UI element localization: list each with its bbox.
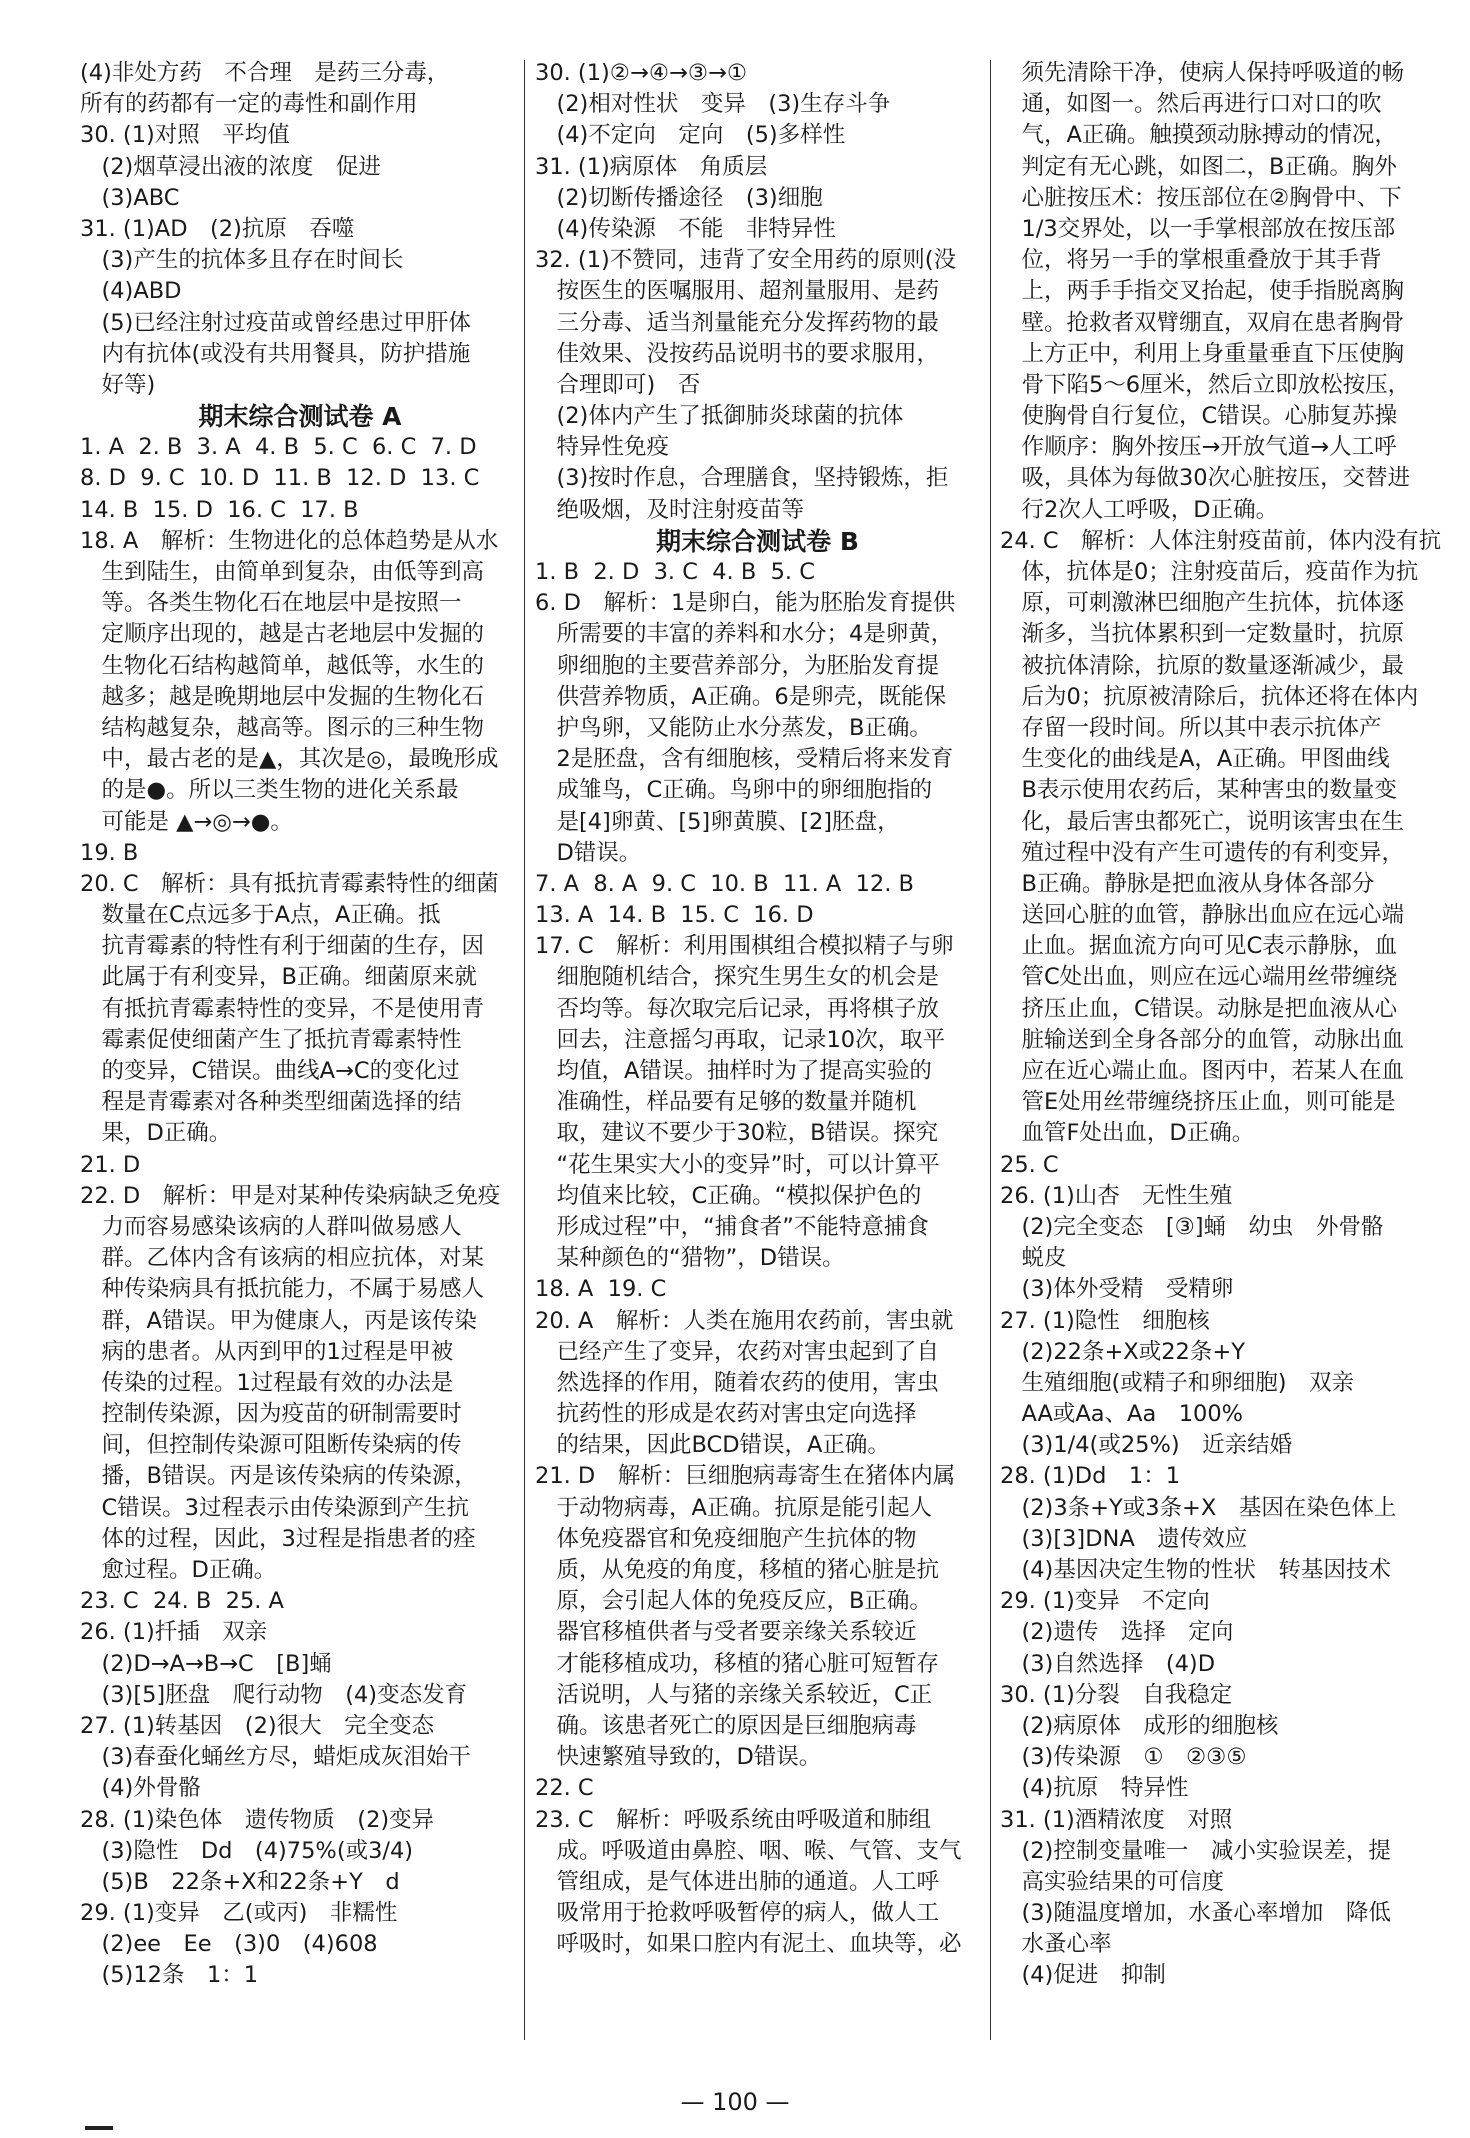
answer-line: 20. C 解析：具有抵抗青霉素特性的细菌 <box>80 870 499 897</box>
answer-line: 抗青霉素的特性有利于细菌的生存，因 <box>80 933 484 960</box>
answer-line: 高实验结果的可信度 <box>1000 1868 1224 1895</box>
answer-line: (5)12条 1：1 <box>80 1962 259 1989</box>
answer-line: 准确性，样品要有足够的数量并随机 <box>535 1089 917 1116</box>
answer-line: (3)1/4(或25%) 近亲结婚 <box>1000 1432 1293 1459</box>
answer-line: 行2次人工呼吸，D正确。 <box>1000 496 1279 523</box>
answer-line: 结构越复杂，越高等。图示的三种生物 <box>80 714 484 741</box>
answer-line: 已经产生了变异，农药对害虫起到了自 <box>535 1338 939 1365</box>
answer-line: 体免疫器官和免疫细胞产生抗体的物 <box>535 1525 917 1552</box>
answer-line: 体，抗体是0；注射疫苗后，疫苗作为抗 <box>1000 559 1419 585</box>
answer-line: 27. (1)转基因 (2)很大 完全变态 <box>80 1712 435 1739</box>
answer-line: (3)传染源 ① ②③⑤ <box>1000 1744 1247 1771</box>
answer-line: 数量在C点远多于A点，A正确。抵 <box>80 902 441 929</box>
answer-line: (2)22条+X或22条+Y <box>1000 1338 1245 1365</box>
answer-line: 愈过程。D正确。 <box>80 1557 277 1583</box>
answer-line: 8. D 9. C 10. D 11. B 12. D 13. C <box>80 465 480 492</box>
answer-line: 质，从免疫的角度，移植的猪心脏是抗 <box>535 1557 939 1583</box>
answer-line: AA或Aa、Aa 100% <box>1000 1401 1244 1428</box>
answer-line: (3)随温度增加，水蚤心率增加 降低 <box>1000 1900 1391 1927</box>
answer-line: 佳效果、没按药品说明书的要求服用， <box>535 340 939 367</box>
answer-line: (3)体外受精 受精卵 <box>1000 1276 1234 1303</box>
answer-line: 才能移植成功，移植的猪心脏可短暂存 <box>535 1650 939 1677</box>
answer-line: 确。该患者死亡的原因是巨细胞病毒 <box>535 1712 917 1739</box>
answer-line: 程是青霉素对各种类型细菌选择的结 <box>80 1089 462 1116</box>
answer-line: 殖过程中没有产生可遗传的有利变异， <box>1000 839 1404 866</box>
answer-line: 播，B错误。丙是该传染病的传染源， <box>80 1463 477 1490</box>
answer-line: 控制传染源，因为疫苗的研制需要时 <box>80 1401 462 1428</box>
answer-line: 管C处出血，则应在远心端用丝带缠绕 <box>1000 964 1398 991</box>
answer-line: 30. (1)对照 平均值 <box>80 122 290 149</box>
answer-line: 可能是 ▲→◎→●。 <box>80 808 293 835</box>
answer-line: C错误。3过程表示由传染源到产生抗 <box>80 1494 469 1521</box>
answer-line: (2)切断传播途径 (3)细胞 <box>535 184 823 211</box>
answer-line: D错误。 <box>535 839 642 866</box>
answer-line: 间，但控制传染源可阻断传染病的传 <box>80 1432 462 1459</box>
answer-line: 抗药性的形成是农药对害虫定向选择 <box>535 1401 917 1428</box>
answer-line: 蜕皮 <box>1000 1245 1067 1272</box>
answer-line: 18. A 解析：生物进化的总体趋势是从水 <box>80 527 499 554</box>
answer-column-3 <box>1000 58 1440 1992</box>
answer-line: 于动物病毒，A正确。抗原是能引起人 <box>535 1494 932 1521</box>
answer-line: 供营养物质，A正确。6是卵壳，既能保 <box>535 683 947 710</box>
answer-line: (4)非处方药 不合理 是药三分毒， <box>80 60 450 86</box>
answer-line: 26. (1)扦插 双亲 <box>80 1619 268 1646</box>
answer-line: 后为0；抗原被清除后，抗体还将在体内 <box>1000 683 1419 710</box>
answer-line: 成。呼吸道由鼻腔、咽、喉、气管、支气 <box>535 1837 962 1864</box>
answer-line: 1. B 2. D 3. C 4. B 5. C <box>535 559 815 585</box>
answer-line: (4)不定向 定向 (5)多样性 <box>535 122 846 149</box>
answer-line: (2)控制变量唯一 减小实验误差，提 <box>1000 1837 1391 1864</box>
answer-line: 器官移植供者与受者要亲缘关系较近 <box>535 1619 917 1646</box>
answer-line: 30. (1)②→④→③→① <box>535 60 748 86</box>
answer-line: 否均等。每次取完后记录，再将棋子放 <box>535 995 939 1022</box>
answer-line: 渐多，当抗体累积到一定数量时，抗原 <box>1000 621 1404 648</box>
answer-line: (3)[3]DNA 遗传效应 <box>1000 1525 1248 1552</box>
answer-line: 呼吸时，如果口腔内有泥土、血块等，必 <box>535 1931 962 1958</box>
answer-column-2 <box>535 58 980 1960</box>
answer-line: 31. (1)AD (2)抗原 吞噬 <box>80 215 355 242</box>
answer-line: 回去，注意摇匀再取，记录10次，取平 <box>535 1026 946 1053</box>
answer-line: 28. (1)Dd 1：1 <box>1000 1463 1181 1490</box>
answer-line: 20. A 解析：人类在施用农药前，害虫就 <box>535 1307 954 1334</box>
answer-line: (3)产生的抗体多且存在时间长 <box>80 247 404 274</box>
answer-line: 生殖细胞(或精子和卵细胞) 双亲 <box>1000 1369 1355 1396</box>
answer-line: 是[4]卵黄、[5]卵黄膜、[2]胚盘， <box>535 808 900 835</box>
answer-line: (4)ABD <box>80 278 182 305</box>
answer-line: 按医生的医嘱服用、超剂量服用、是药 <box>535 278 939 305</box>
answer-line: (3)自然选择 (4)D <box>1000 1650 1216 1677</box>
answer-line: (3)按时作息，合理膳食，坚持锻炼，拒 <box>535 465 949 492</box>
answer-line: “花生果实大小的变异”时，可以计算平 <box>535 1151 940 1178</box>
answer-line: 期末综合测试卷 B <box>656 526 859 556</box>
answer-line: 有抵抗青霉素特性的变异，不是使用青 <box>80 995 484 1022</box>
answer-line: 22. C <box>535 1775 594 1802</box>
answer-line: 上方正中，利用上身重量垂直下压使胸 <box>1000 340 1404 367</box>
answer-line: 21. D 解析：巨细胞病毒寄生在猪体内属 <box>535 1463 956 1490</box>
answer-line: 成雏鸟，C正确。鸟卵中的卵细胞指的 <box>535 777 933 804</box>
column-divider <box>990 60 991 2040</box>
answer-line: 32. (1)不赞同，违背了安全用药的原则(没 <box>535 247 957 274</box>
answer-line: 29. (1)变异 乙(或丙) 非糯性 <box>80 1900 398 1927</box>
answer-line: 1/3交界处，以一手掌根部放在按压部 <box>1000 215 1396 242</box>
answer-line: 骨下陷5～6厘米，然后立即放松按压， <box>1000 371 1411 398</box>
answer-line: 30. (1)分裂 自我稳定 <box>1000 1681 1233 1708</box>
answer-line: 26. (1)山杏 无性生殖 <box>1000 1182 1233 1209</box>
answer-line: 21. D <box>80 1151 141 1178</box>
answer-line: (5)已经注射过疫苗或曾经患过甲肝体 <box>80 309 471 336</box>
answer-line: 29. (1)变异 不定向 <box>1000 1588 1210 1615</box>
answer-line: 护鸟卵，又能防止水分蒸发，B正确。 <box>535 714 932 741</box>
answer-line: 24. C 解析：人体注射疫苗前，体内没有抗 <box>1000 527 1442 554</box>
answer-line: 吸，具体为每做30次心脏按压，交替进 <box>1000 465 1411 492</box>
answer-line: 绝吸烟，及时注射疫苗等 <box>535 496 804 523</box>
answer-line: 活说明，人与猪的亲缘关系较近，C正 <box>535 1681 933 1708</box>
answer-line: 期末综合测试卷 A <box>198 402 402 432</box>
answer-line: (2)3条+Y或3条+X 基因在染色体上 <box>1000 1494 1397 1521</box>
answer-line: 31. (1)酒精浓度 对照 <box>1000 1806 1233 1833</box>
page-number: — 100 — <box>680 2088 790 2116</box>
answer-line: 生到陆生，由简单到复杂，由低等到高 <box>80 559 484 585</box>
answer-line: 18. A 19. C <box>535 1276 667 1303</box>
answer-line: 等。各类生物化石在地层中是按照一 <box>80 590 462 617</box>
answer-line: (2)病原体 成形的细胞核 <box>1000 1712 1279 1739</box>
answer-line: 群。乙体内含有该病的相应抗体，对某 <box>80 1245 484 1272</box>
answer-line: 19. B <box>80 839 139 866</box>
answer-line: 快速繁殖导致的，D错误。 <box>535 1744 822 1771</box>
answer-line: 生变化的曲线是A，A正确。甲图曲线 <box>1000 746 1390 773</box>
answer-line: 2是胚盘，含有细胞核，受精后将来发育 <box>535 746 954 773</box>
answer-line: 6. D 解析：1是卵白，能为胚胎发育提供 <box>535 590 956 617</box>
answer-line: (3)[5]胚盘 爬行动物 (4)变态发育 <box>80 1681 468 1708</box>
answer-line: 管E处用丝带缠绕挤压止血，则可能是 <box>1000 1089 1396 1116</box>
answer-line: 体的过程，因此，3过程是指患者的痊 <box>80 1525 476 1552</box>
answer-line: 霉素促使细菌产生了抵抗青霉素特性 <box>80 1026 462 1053</box>
answer-line: 气，A正确。触摸颈动脉搏动的情况， <box>1000 122 1397 149</box>
answer-line: (2)D→A→B→C [B]蛹 <box>80 1650 332 1677</box>
answer-line: 被抗体清除，抗原的数量逐渐减少，最 <box>1000 652 1404 679</box>
answer-line: 23. C 24. B 25. A <box>80 1588 284 1615</box>
answer-line: (4)外骨骼 <box>80 1775 201 1802</box>
answer-line: 病的患者。从丙到甲的1过程是甲被 <box>80 1338 454 1365</box>
answer-line: 某种颜色的“猎物”，D错误。 <box>535 1245 845 1272</box>
answer-line: 原，会引起人体的免疫反应，B正确。 <box>535 1588 932 1615</box>
answer-line: (2)遗传 选择 定向 <box>1000 1619 1234 1646</box>
answer-line: 7. A 8. A 9. C 10. B 11. A 12. B <box>535 870 914 897</box>
answer-line: 22. D 解析：甲是对某种传染病缺乏免疫 <box>80 1182 501 1209</box>
answer-line: 25. C <box>1000 1151 1059 1178</box>
answer-line: 越多；越是晚期地层中发掘的生物化石 <box>80 683 484 710</box>
answer-line: 脏输送到全身各部分的血管，动脉出血 <box>1000 1026 1404 1053</box>
answer-line: 所有的药都有一定的毒性和副作用 <box>80 91 418 118</box>
answer-line: (5)B 22条+X和22条+Y d <box>80 1868 400 1895</box>
answer-line: 使胸骨自行复位，C错误。心肺复苏操 <box>1000 403 1398 430</box>
answer-line: 特异性免疫 <box>535 434 669 461</box>
answer-line: 此属于有利变异，B正确。细菌原来就 <box>80 964 477 991</box>
answer-line: 的是●。所以三类生物的进化关系最 <box>80 777 459 804</box>
answer-line: (2)体内产生了抵御肺炎球菌的抗体 <box>535 403 904 430</box>
answer-line: 13. A 14. B 15. C 16. D <box>535 902 814 929</box>
answer-line: 的变异，C错误。曲线A→C的变化过 <box>80 1058 460 1084</box>
answer-line: 27. (1)隐性 细胞核 <box>1000 1307 1210 1334</box>
answer-line: (4)促进 抑制 <box>1000 1962 1166 1989</box>
answer-line: 1. A 2. B 3. A 4. B 5. C 6. C 7. D <box>80 434 477 461</box>
answer-line: (2)相对性状 变异 (3)生存斗争 <box>535 91 891 118</box>
answer-line: (3)ABC <box>80 184 180 211</box>
answer-line: 应在近心端止血。图丙中，若某人在血 <box>1000 1058 1404 1084</box>
column-divider <box>524 60 525 2040</box>
answer-line: (4)传染源 不能 非特异性 <box>535 215 836 242</box>
answer-line: 中，最古老的是▲，其次是◎，最晚形成 <box>80 746 499 773</box>
answer-line: 力而容易感染该病的人群叫做易感人 <box>80 1213 462 1240</box>
answer-line: 群，A错误。甲为健康人，丙是该传染 <box>80 1307 477 1334</box>
answer-line: 作顺序：胸外按压→开放气道→人工呼 <box>1000 434 1397 461</box>
answer-line: 细胞随机结合，探究生男生女的机会是 <box>535 964 939 991</box>
answer-line: 14. B 15. D 16. C 17. B <box>80 496 359 523</box>
answer-line: 生物化石结构越简单，越低等，水生的 <box>80 652 484 679</box>
answer-line: 合理即可) 否 <box>535 371 701 398</box>
answer-line: 管组成，是气体进出肺的通道。人工呼 <box>535 1868 939 1895</box>
answer-line: 上，两手手指交叉抬起，使手指脱离胸 <box>1000 278 1404 305</box>
answer-line: B表示使用农药后，某种害虫的数量变 <box>1000 777 1397 804</box>
answer-line: (3)春蚕化蛹丝方尽，蜡炬成灰泪始干 <box>80 1744 471 1771</box>
answer-line: (2)ee Ee (3)0 (4)608 <box>80 1931 378 1958</box>
answer-line: 化，最后害虫都死亡，说明该害虫在生 <box>1000 808 1404 835</box>
answer-line: (2)完全变态 [③]蛹 幼虫 外骨骼 <box>1000 1213 1384 1240</box>
answer-line: 水蚤心率 <box>1000 1931 1112 1958</box>
answer-line: 挤压止血，C错误。动脉是把血液从心 <box>1000 995 1398 1022</box>
answer-line: 23. C 解析：呼吸系统由呼吸道和肺组 <box>535 1806 932 1833</box>
answer-line: 的结果，因此BCD错误，A正确。 <box>535 1432 890 1459</box>
answer-line: 送回心脏的血管，静脉出血应在远心端 <box>1000 902 1404 929</box>
answer-line: 三分毒、适当剂量能充分发挥药物的最 <box>535 309 939 336</box>
answer-line: 壁。抢救者双臂绷直，双肩在患者胸骨 <box>1000 309 1404 336</box>
answer-line: 内有抗体(或没有共用餐具，防护措施 <box>80 340 471 367</box>
answer-line: 所需要的丰富的养料和水分；4是卵黄， <box>535 621 954 648</box>
answer-line: B正确。静脉是把血液从身体各部分 <box>1000 870 1375 897</box>
answer-line: 止血。据血流方向可见C表示静脉，血 <box>1000 933 1398 960</box>
answer-line: 17. C 解析：利用围棋组合模拟精子与卵 <box>535 933 954 960</box>
answer-line: 均值来比较，C正确。“模拟保护色的 <box>535 1182 922 1209</box>
answer-line: 心脏按压术：按压部位在②胸骨中、下 <box>1000 184 1402 211</box>
answer-line: 判定有无心跳，如图二，B正确。胸外 <box>1000 153 1397 180</box>
answer-line: 取，建议不要少于30粒，B错误。探究 <box>535 1120 939 1147</box>
answer-line: (4)基因决定生物的性状 转基因技术 <box>1000 1557 1391 1583</box>
answer-line: 血管F处出血，D正确。 <box>1000 1120 1255 1147</box>
corner-mark <box>85 2126 113 2130</box>
answer-line: 好等) <box>80 371 156 398</box>
answer-line: 须先清除干净，使病人保持呼吸道的畅 <box>1000 60 1404 86</box>
answer-line: 存留一段时间。所以其中表示抗体产 <box>1000 714 1382 741</box>
answer-line: 均值，A错误。抽样时为了提高实验的 <box>535 1058 932 1084</box>
answer-column-1 <box>80 58 520 1992</box>
answer-line: 通，如图一。然后再进行口对口的吹 <box>1000 91 1382 118</box>
answer-line: 种传染病具有抵抗能力，不属于易感人 <box>80 1276 484 1303</box>
answer-line: (3)隐性 Dd (4)75%(或3/4) <box>80 1837 414 1864</box>
answer-line: 果，D正确。 <box>80 1120 232 1147</box>
answer-line: 吸常用于抢救呼吸暂停的病人，做人工 <box>535 1900 939 1927</box>
answer-line: 31. (1)病原体 角质层 <box>535 153 768 180</box>
answer-line: 原，可刺激淋巴细胞产生抗体，抗体逐 <box>1000 590 1404 617</box>
answer-line: 然选择的作用，随着农药的使用，害虫 <box>535 1369 939 1396</box>
answer-line: (4)抗原 特异性 <box>1000 1775 1189 1802</box>
answer-line: 传染的过程。1过程最有效的办法是 <box>80 1369 454 1396</box>
answer-line: 卵细胞的主要营养部分，为胚胎发育提 <box>535 652 939 679</box>
answer-line: 位，将另一手的掌根重叠放于其手背 <box>1000 247 1382 274</box>
answer-line: 形成过程”中，“捕食者”不能特意捕食 <box>535 1213 929 1240</box>
answer-line: 28. (1)染色体 遗传物质 (2)变异 <box>80 1806 435 1833</box>
answer-line: 定顺序出现的，越是古老地层中发掘的 <box>80 621 484 648</box>
answer-line: (2)烟草浸出液的浓度 促进 <box>80 153 381 180</box>
